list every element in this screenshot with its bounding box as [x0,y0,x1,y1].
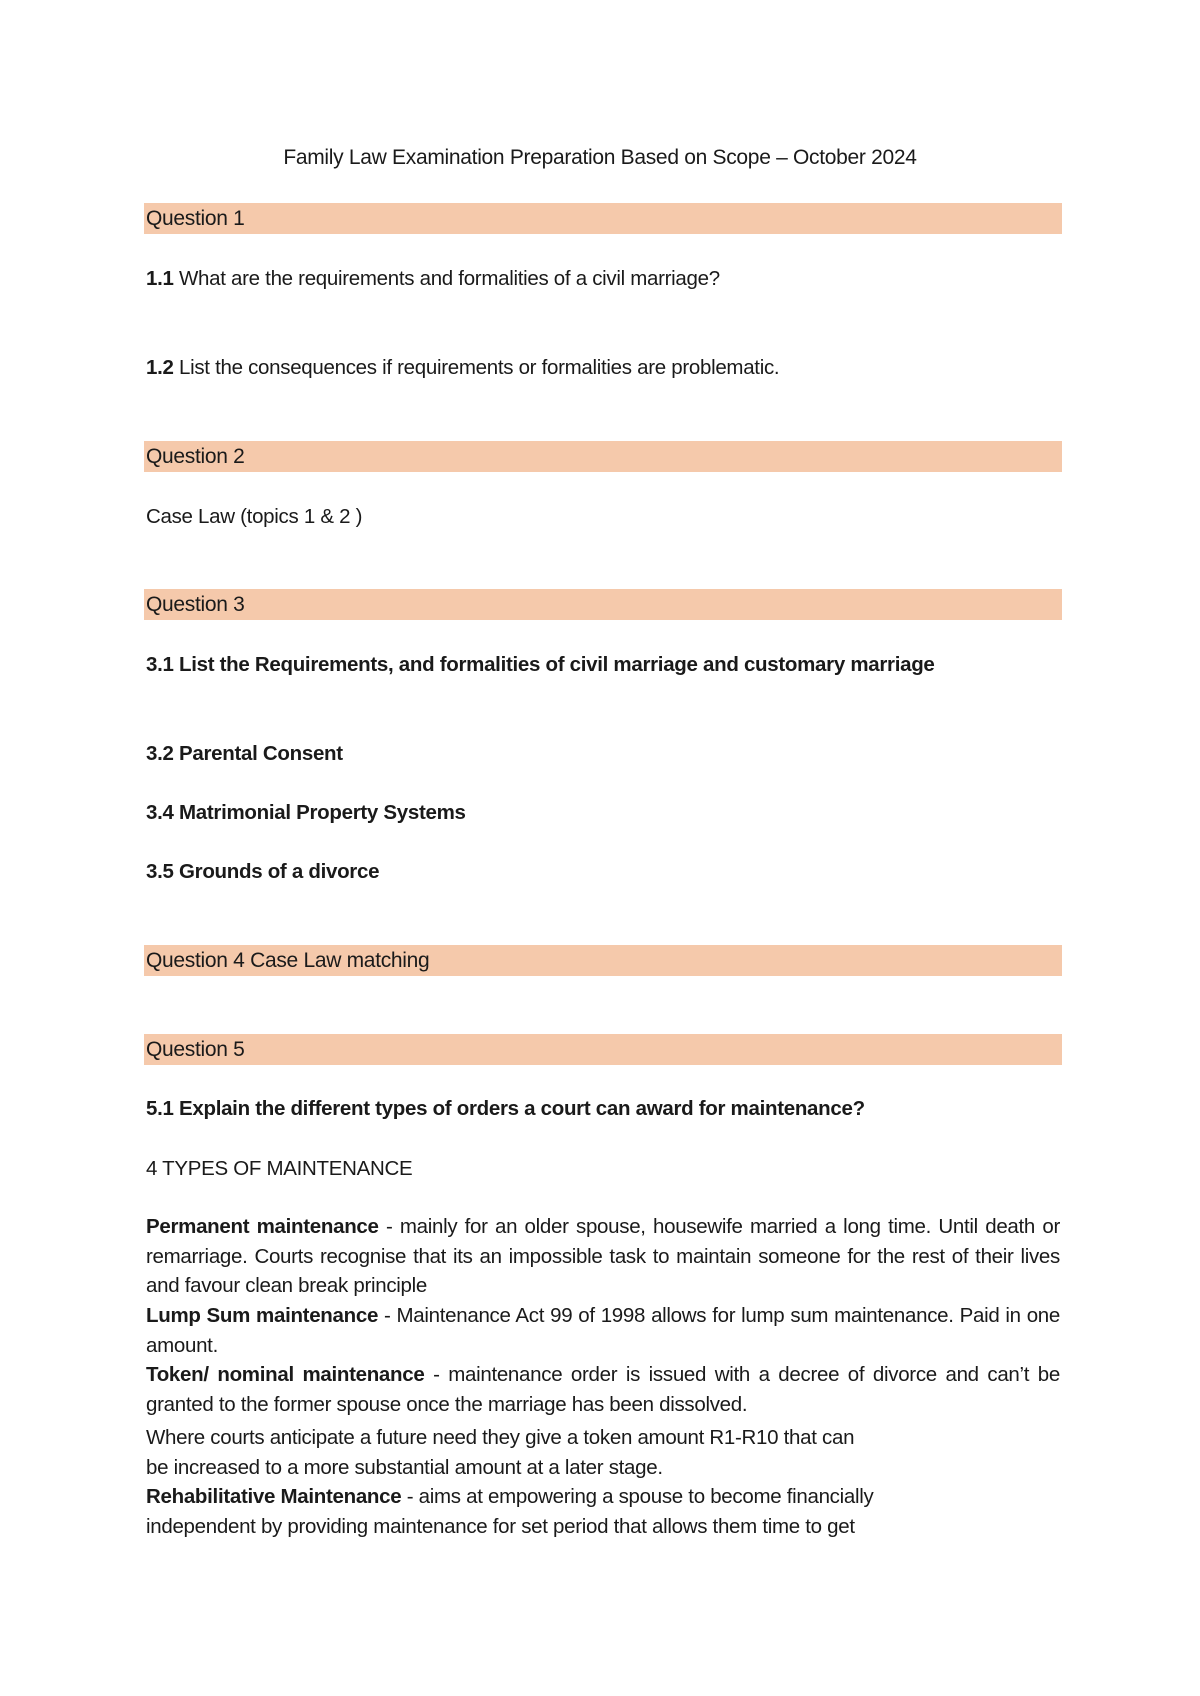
question-2-heading: Question 2 [146,445,245,468]
permanent-maintenance-term: Permanent maintenance [146,1215,379,1238]
question-1-2-text: List the consequences if requirements or formalities are problematic. [173,356,780,379]
question-3-heading: Question 3 [146,593,245,616]
question-4-heading-band [144,945,1062,976]
question-1-1 [146,267,720,291]
permanent-maintenance-text: - mainly for an older spouse, housewife married a long time. Until death or remarriage. Courts recognise that its an impossible task to maintain someone for the rest of their lives and favour clean break principle [146,1215,1060,1298]
maintenance-types-heading: 4 TYPES OF MAINTENANCE [146,1157,413,1180]
question-3-heading-band [144,589,1062,620]
token-maintenance-line-3: be increased to a more substantial amount at a later stage. [146,1456,663,1479]
question-5-heading-band [144,1034,1062,1065]
lump-sum-maintenance-paragraph [146,1301,1060,1360]
rehabilitative-maintenance-term: Rehabilitative Maintenance [146,1485,402,1508]
rehabilitative-maintenance-text: - aims at empowering a spouse to become financially [401,1485,874,1508]
question-1-1-number: 1.1 [146,267,174,290]
question-2-text: Case Law (topics 1 & 2 ) [146,505,363,528]
question-3-5: 3.5 Grounds of a divorce [146,860,380,883]
permanent-maintenance-paragraph [146,1212,1060,1301]
question-3-2: 3.2 Parental Consent [146,742,343,765]
token-maintenance-term: Token/ nominal maintenance [146,1363,425,1386]
question-3-1: 3.1 List the Requirements, and formalities of civil marriage and customary marriage [146,653,935,676]
question-5-1: 5.1 Explain the different types of orders a court can award for maintenance? [146,1097,865,1120]
question-1-heading-band [144,203,1062,234]
rehabilitative-maintenance-line-2: independent by providing maintenance for set period that allows them time to get [146,1515,855,1538]
question-1-2 [146,356,779,380]
rehabilitative-maintenance-line-1 [146,1485,873,1509]
lump-sum-maintenance-term: Lump Sum maintenance [146,1304,379,1327]
token-maintenance-line-2: Where courts anticipate a future need they give a token amount R1-R10 that can [146,1426,855,1449]
question-1-2-number: 1.2 [146,356,174,379]
lump-sum-maintenance-text: - Maintenance Act 99 of 1998 allows for lump sum maintenance. Paid in one amount. [146,1304,1060,1357]
question-1-heading: Question 1 [146,207,245,230]
question-3-4: 3.4 Matrimonial Property Systems [146,801,466,824]
document-title: Family Law Examination Preparation Based on Scope – October 2024 [283,146,917,169]
question-5-heading: Question 5 [146,1038,245,1061]
question-4-heading: Question 4 Case Law matching [146,949,430,972]
token-maintenance-paragraph [146,1360,1060,1419]
question-1-1-text: What are the requirements and formalities of a civil marriage? [173,267,720,290]
token-maintenance-text: - maintenance order is issued with a decree of divorce and can’t be granted to the former spouse once the marriage has been dissolved. [146,1363,1060,1416]
question-2-heading-band [144,441,1062,472]
